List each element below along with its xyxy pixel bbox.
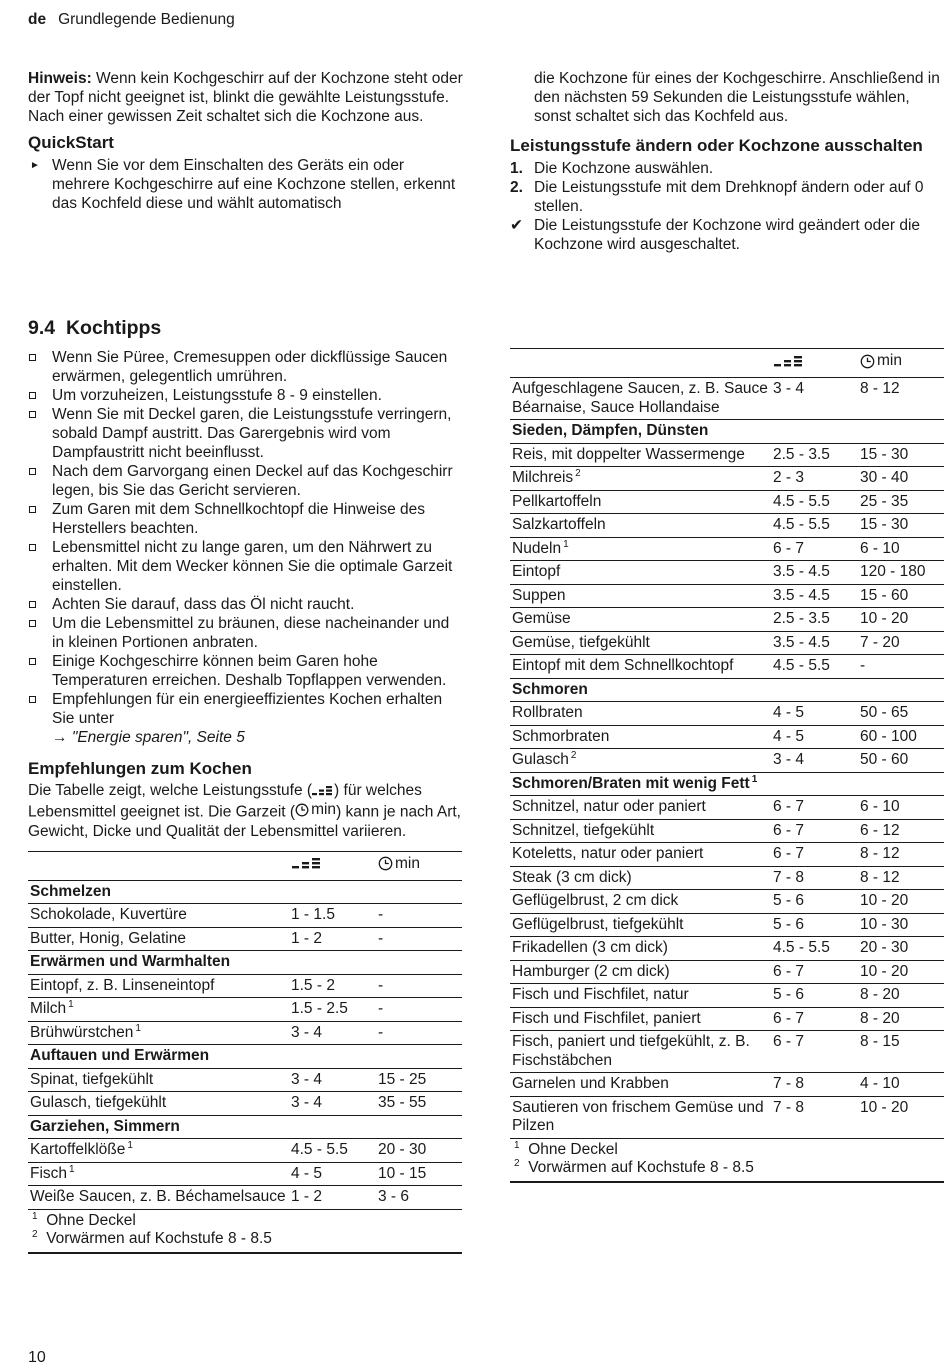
food-header	[510, 349, 771, 378]
timer-label	[295, 800, 336, 819]
table-column-right	[510, 348, 944, 1183]
time-unit: min	[877, 352, 902, 369]
category-row	[510, 678, 944, 702]
tip-text: Nach dem Garvorgang einen Deckel auf das Kochgeschirr legen, bis Sie das Gericht servieren.	[52, 463, 453, 499]
food-cell: Rollbraten	[510, 702, 771, 726]
tip-text: Einige Kochgeschirre können beim Garen hohe Temperaturen erreichen. Deshalb Topflappen verwenden.	[52, 653, 447, 689]
table-row	[510, 1096, 944, 1138]
step-number: 2.	[510, 179, 523, 196]
time-header	[858, 349, 944, 378]
result-text: Die Leistungsstufe der Kochzone wird geändert oder die Kochzone wird ausgeschaltet.	[534, 217, 921, 253]
level-cell: 5 - 6	[771, 913, 858, 937]
level-cell: 1.5 - 2	[289, 974, 376, 998]
table-row	[28, 1186, 462, 1210]
time-cell: 7 - 20	[858, 631, 944, 655]
table-header-row	[510, 349, 944, 378]
energy-link-line	[28, 728, 462, 747]
category-row	[28, 1045, 462, 1069]
tip-text: Achten Sie darauf, dass das Öl nicht raucht.	[52, 596, 355, 613]
food-cell: Schokolade, Kuvertüre	[28, 904, 289, 928]
time-cell: 50 - 60	[858, 749, 944, 773]
category-row	[28, 880, 462, 904]
step-item	[510, 159, 944, 178]
tip-text: Wenn Sie mit Deckel garen, die Leistungsstufe verringern, sobald Dampf austritt. Das Garergebnis wird vom Dampfaustritt nicht beeinflusst.	[52, 406, 452, 461]
power-level-icon	[773, 354, 805, 368]
table-row	[510, 984, 944, 1008]
table-row	[28, 998, 462, 1022]
food-cell: Garnelen und Krabben	[510, 1073, 771, 1097]
time-cell: 60 - 100	[858, 725, 944, 749]
clock-icon	[295, 803, 309, 817]
table-row	[510, 655, 944, 679]
recommend-paragraph	[28, 781, 462, 841]
footnote-text: Ohne Deckel	[46, 1211, 136, 1229]
section-number: 9.4	[28, 317, 56, 339]
food-cell: Koteletts, natur oder paniert	[510, 843, 771, 867]
clock-icon	[860, 354, 875, 369]
recommend-text-b: ) für welches Lebensmittel geeignet ist. Die Garzeit (	[28, 782, 422, 821]
time-unit: min	[395, 854, 420, 872]
food-cell: Milchreis $^2$	[510, 467, 771, 491]
time-cell: 10 - 20	[858, 960, 944, 984]
category-label: Auftauen und Erwärmen	[28, 1045, 462, 1069]
time-cell: 15 - 60	[858, 584, 944, 608]
footnotes-left	[28, 1210, 462, 1254]
table-row	[510, 866, 944, 890]
food-cell: Reis, mit doppelter Wassermenge	[510, 443, 771, 467]
power-level-icon	[291, 856, 323, 870]
tip-item	[28, 690, 462, 728]
tip-item	[28, 462, 462, 500]
quickstart-continuation: die Kochzone für eines der Kochgeschirre. Anschließend in den nächsten 59 Sekunden die Leistungsstufe wählen, sonst schaltet sich das Kochfeld aus.	[534, 70, 940, 125]
level-cell: 3 - 4	[289, 1021, 376, 1045]
footnote	[512, 1159, 942, 1177]
page-header	[28, 10, 235, 29]
food-cell: Brühwürstchen $^1$	[28, 1021, 289, 1045]
square-bullet-icon	[29, 658, 36, 665]
step-number: 1.	[510, 160, 523, 177]
tip-item	[28, 386, 462, 405]
footnote-text: Vorwärmen auf Kochstufe 8 - 8.5	[46, 1229, 272, 1247]
time-cell: 8 - 15	[858, 1031, 944, 1073]
category-label: Sieden, Dämpfen, Dünsten	[510, 420, 944, 444]
tip-text: Lebensmittel nicht zu lange garen, um den Nährwert zu erhalten. Mit dem Wecker können Sie die optimale Garzeit einstellen.	[52, 539, 453, 594]
level-cell: 7 - 8	[771, 1073, 858, 1097]
footnote-mark: 1	[127, 1140, 133, 1152]
time-cell: 8 - 12	[858, 866, 944, 890]
level-cell: 3.5 - 4.5	[771, 631, 858, 655]
tip-text: Empfehlungen für ein energieeffizientes Kochen erhalten Sie unter	[52, 691, 443, 727]
cooking-table-right	[510, 348, 944, 1139]
level-cell: 3 - 4	[289, 1092, 376, 1116]
time-cell: 3 - 6	[376, 1186, 462, 1210]
language-tag: de	[28, 11, 47, 28]
square-bullet-icon	[29, 601, 36, 608]
section-heading	[28, 316, 161, 340]
time-cell: -	[376, 974, 462, 998]
time-cell: 6 - 10	[858, 537, 944, 561]
tip-text: Zum Garen mit dem Schnellkochtopf die Hinweise des Herstellers beachten.	[52, 501, 426, 537]
table-row	[510, 443, 944, 467]
table-row	[510, 608, 944, 632]
category-row	[28, 1115, 462, 1139]
level-cell: 5 - 6	[771, 984, 858, 1008]
table-row	[510, 1031, 944, 1073]
clock-icon	[378, 856, 393, 871]
food-cell: Gemüse, tiefgekühlt	[510, 631, 771, 655]
table-row	[510, 631, 944, 655]
time-cell: 8 - 12	[858, 843, 944, 867]
time-cell: 10 - 20	[858, 1096, 944, 1138]
food-cell: Suppen	[510, 584, 771, 608]
footnote	[30, 1230, 460, 1248]
level-cell: 4.5 - 5.5	[771, 937, 858, 961]
time-cell: 10 - 20	[858, 608, 944, 632]
recommend-heading: Empfehlungen zum Kochen	[28, 759, 252, 778]
footnote-mark: 2	[32, 1228, 38, 1240]
footnotes-right	[510, 1139, 944, 1183]
tip-text: Wenn Sie Püree, Cremesuppen oder dickflüssige Saucen erwärmen, gelegentlich umrühren.	[52, 349, 448, 385]
energy-link[interactable]: "Energie sparen", Seite 5	[71, 729, 245, 746]
food-cell: Weiße Saucen, z. B. Béchamelsauce	[28, 1186, 289, 1210]
food-cell: Kartoffelklöße $^1$	[28, 1139, 289, 1163]
time-cell: 6 - 10	[858, 796, 944, 820]
tip-text: Um die Lebensmittel zu bräunen, diese nacheinander und in kleinen Portionen anbraten.	[52, 615, 450, 651]
quickstart-heading: QuickStart	[28, 133, 114, 152]
tip-text: Um vorzuheizen, Leistungsstufe 8 - 9 einstellen.	[52, 387, 382, 404]
category-label: Schmoren	[510, 678, 944, 702]
level-cell: 3 - 4	[289, 1068, 376, 1092]
square-bullet-icon	[29, 620, 36, 627]
food-cell: Spinat, tiefgekühlt	[28, 1068, 289, 1092]
time-cell: -	[858, 655, 944, 679]
level-cell: 5 - 6	[771, 890, 858, 914]
time-cell: 8 - 20	[858, 1007, 944, 1031]
food-cell: Geflügelbrust, tiefgekühlt	[510, 913, 771, 937]
table-row	[28, 927, 462, 951]
food-cell: Aufgeschlagene Saucen, z. B. Sauce Béarnaise, Sauce Hollandaise	[510, 378, 771, 420]
table-row	[510, 537, 944, 561]
food-cell: Milch $^1$	[28, 998, 289, 1022]
square-bullet-icon	[29, 506, 36, 513]
level-cell: 3 - 4	[771, 749, 858, 773]
time-cell: 10 - 30	[858, 913, 944, 937]
table-row	[510, 584, 944, 608]
quickstart-item	[28, 156, 464, 213]
header-title: Grundlegende Bedienung	[58, 11, 235, 28]
time-cell: 8 - 20	[858, 984, 944, 1008]
food-cell: Fisch und Fischfilet, paniert	[510, 1007, 771, 1031]
page-number: 10	[28, 1349, 46, 1366]
hint-label: Hinweis:	[28, 70, 92, 87]
time-cell: 20 - 30	[858, 937, 944, 961]
time-cell: 15 - 30	[858, 514, 944, 538]
table-row	[510, 490, 944, 514]
food-cell: Nudeln $^1$	[510, 537, 771, 561]
table-row	[510, 937, 944, 961]
food-cell: Gulasch, tiefgekühlt	[28, 1092, 289, 1116]
footnote-mark: 1	[751, 773, 758, 785]
category-row	[28, 951, 462, 975]
square-bullet-icon	[29, 411, 36, 418]
food-cell: Eintopf	[510, 561, 771, 585]
tip-item	[28, 595, 462, 614]
table-row	[510, 725, 944, 749]
footnote-mark: 1	[32, 1210, 38, 1222]
right-intro-column	[510, 69, 944, 254]
level-cell: 2 - 3	[771, 467, 858, 491]
level-header	[771, 349, 858, 378]
time-cell: -	[376, 904, 462, 928]
time-cell: 120 - 180	[858, 561, 944, 585]
level-cell: 6 - 7	[771, 1031, 858, 1073]
table-row	[28, 1092, 462, 1116]
food-cell: Eintopf mit dem Schnellkochtopf	[510, 655, 771, 679]
table-row	[28, 1162, 462, 1186]
table-row	[510, 378, 944, 420]
recommend-text-c: ) kann je nach Art, Gewicht, Dicke und Qualität der Lebensmittel variieren.	[28, 803, 461, 840]
footnote-mark: 2	[570, 750, 577, 762]
level-cell: 4 - 5	[289, 1162, 376, 1186]
table-row	[510, 1073, 944, 1097]
food-header	[28, 851, 289, 880]
food-cell: Schnitzel, tiefgekühlt	[510, 819, 771, 843]
table-row	[28, 1139, 462, 1163]
tip-item	[28, 348, 462, 386]
checkmark-icon: ✔	[510, 217, 523, 234]
level-cell: 6 - 7	[771, 796, 858, 820]
section-title: Kochtipps	[65, 317, 162, 339]
change-level-heading: Leistungsstufe ändern oder Kochzone ausschalten	[510, 136, 923, 155]
table-row	[28, 904, 462, 928]
footnote-mark: 1	[563, 538, 569, 550]
level-cell: 7 - 8	[771, 866, 858, 890]
food-cell: Gemüse	[510, 608, 771, 632]
level-cell: 3 - 4	[771, 378, 858, 420]
time-cell: 20 - 30	[376, 1139, 462, 1163]
tip-item	[28, 500, 462, 538]
food-cell: Sautieren von frischem Gemüse und Pilzen	[510, 1096, 771, 1138]
food-cell: Salzkartoffeln	[510, 514, 771, 538]
category-label: Erwärmen und Warmhalten	[28, 951, 462, 975]
level-cell: 1 - 2	[289, 1186, 376, 1210]
recommend-text-a: Die Tabelle zeigt, welche Leistungsstufe (	[28, 782, 313, 799]
time-cell: 4 - 10	[858, 1073, 944, 1097]
time-cell: 8 - 12	[858, 378, 944, 420]
time-cell: 15 - 25	[376, 1068, 462, 1092]
square-bullet-icon	[29, 354, 36, 361]
table-row	[510, 890, 944, 914]
time-cell: 15 - 30	[858, 443, 944, 467]
tip-item	[28, 405, 462, 462]
tip-item	[28, 652, 462, 690]
time-header	[376, 851, 462, 880]
category-label: Schmelzen	[28, 880, 462, 904]
hint-paragraph	[28, 69, 464, 126]
table-row	[510, 749, 944, 773]
time-cell: 50 - 65	[858, 702, 944, 726]
quickstart-text: Wenn Sie vor dem Einschalten des Geräts ein oder mehrere Kochgeschirre auf eine Kochzone stellen, erkennt das Kochfeld diese und wählt automatisch	[52, 157, 456, 212]
footnote	[512, 1141, 942, 1159]
power-level-icon	[312, 785, 334, 797]
level-cell: 1 - 2	[289, 927, 376, 951]
footnote	[30, 1212, 460, 1230]
level-cell: 4.5 - 5.5	[289, 1139, 376, 1163]
tip-item	[28, 538, 462, 595]
table-row	[510, 561, 944, 585]
table-row	[510, 819, 944, 843]
level-cell: 1 - 1.5	[289, 904, 376, 928]
time-cell: 10 - 15	[376, 1162, 462, 1186]
footnote-mark: 1	[69, 1163, 75, 1175]
table-row	[510, 960, 944, 984]
food-cell: Fisch und Fischfilet, natur	[510, 984, 771, 1008]
food-cell: Fisch $^1$	[28, 1162, 289, 1186]
table-header-row	[28, 851, 462, 880]
table-row	[510, 796, 944, 820]
step-text: Die Leistungsstufe mit dem Drehknopf ändern oder auf 0 stellen.	[534, 179, 924, 215]
time-unit: min	[311, 801, 337, 818]
food-cell: Schnitzel, natur oder paniert	[510, 796, 771, 820]
level-cell: 6 - 7	[771, 960, 858, 984]
level-cell: 6 - 7	[771, 537, 858, 561]
food-cell: Eintopf, z. B. Linseneintopf	[28, 974, 289, 998]
table-row	[28, 1021, 462, 1045]
table-row	[510, 467, 944, 491]
tip-item	[28, 614, 462, 652]
arrow-right-icon: →	[52, 729, 68, 746]
category-row	[510, 420, 944, 444]
table-row	[510, 514, 944, 538]
tips-column	[28, 348, 462, 1254]
table-row	[510, 843, 944, 867]
footnote-mark: 1	[68, 999, 74, 1011]
square-bullet-icon	[29, 392, 36, 399]
level-header	[289, 851, 376, 880]
table-row	[28, 1068, 462, 1092]
level-cell: 3.5 - 4.5	[771, 561, 858, 585]
footnote-mark: 1	[514, 1139, 520, 1151]
time-cell: 25 - 35	[858, 490, 944, 514]
tips-list	[28, 348, 462, 728]
time-cell: -	[376, 927, 462, 951]
footnote-text: Vorwärmen auf Kochstufe 8 - 8.5	[528, 1158, 754, 1176]
food-cell: Steak (3 cm dick)	[510, 866, 771, 890]
level-cell: 1.5 - 2.5	[289, 998, 376, 1022]
time-cell: 30 - 40	[858, 467, 944, 491]
food-cell: Gulasch $^2$	[510, 749, 771, 773]
food-cell: Fisch, paniert und tiefgekühlt, z. B. Fischstäbchen	[510, 1031, 771, 1073]
time-cell: 6 - 12	[858, 819, 944, 843]
category-label: Schmoren/Braten mit wenig Fett $^1$	[510, 772, 944, 796]
food-cell: Frikadellen (3 cm dick)	[510, 937, 771, 961]
table-row	[510, 913, 944, 937]
table-row	[28, 974, 462, 998]
hint-text: Wenn kein Kochgeschirr auf der Kochzone steht oder der Topf nicht geeignet ist, blinkt die gewählte Leistungsstufe. Nach einer gewissen Zeit schaltet sich die Kochzone aus.	[28, 70, 463, 125]
food-cell: Geflügelbrust, 2 cm dick	[510, 890, 771, 914]
footnote-mark: 2	[575, 468, 581, 480]
result-item	[510, 216, 944, 254]
triangle-bullet-icon: ►	[30, 160, 40, 171]
category-label: Garziehen, Simmern	[28, 1115, 462, 1139]
level-cell: 4.5 - 5.5	[771, 514, 858, 538]
level-cell: 2.5 - 3.5	[771, 443, 858, 467]
step-text: Die Kochzone auswählen.	[534, 160, 714, 177]
cooking-table-left	[28, 851, 462, 1210]
food-cell: Hamburger (2 cm dick)	[510, 960, 771, 984]
level-cell: 4 - 5	[771, 702, 858, 726]
food-cell: Schmorbraten	[510, 725, 771, 749]
square-bullet-icon	[29, 468, 36, 475]
level-cell: 3.5 - 4.5	[771, 584, 858, 608]
square-bullet-icon	[29, 544, 36, 551]
time-cell: -	[376, 998, 462, 1022]
level-cell: 4.5 - 5.5	[771, 655, 858, 679]
category-row	[510, 772, 944, 796]
step-item	[510, 178, 944, 216]
level-cell: 4.5 - 5.5	[771, 490, 858, 514]
table-row	[510, 1007, 944, 1031]
time-cell: 10 - 20	[858, 890, 944, 914]
time-cell: -	[376, 1021, 462, 1045]
level-cell: 2.5 - 3.5	[771, 608, 858, 632]
food-cell: Butter, Honig, Gelatine	[28, 927, 289, 951]
food-cell: Pellkartoffeln	[510, 490, 771, 514]
footnote-mark: 2	[514, 1157, 520, 1169]
footnote-mark: 1	[135, 1022, 141, 1034]
level-cell: 6 - 7	[771, 1007, 858, 1031]
level-cell: 4 - 5	[771, 725, 858, 749]
level-cell: 6 - 7	[771, 843, 858, 867]
level-cell: 6 - 7	[771, 819, 858, 843]
time-cell: 35 - 55	[376, 1092, 462, 1116]
table-row	[510, 702, 944, 726]
left-intro-column	[28, 69, 464, 213]
footnote-text: Ohne Deckel	[528, 1140, 618, 1158]
square-bullet-icon	[29, 696, 36, 703]
level-cell: 7 - 8	[771, 1096, 858, 1138]
